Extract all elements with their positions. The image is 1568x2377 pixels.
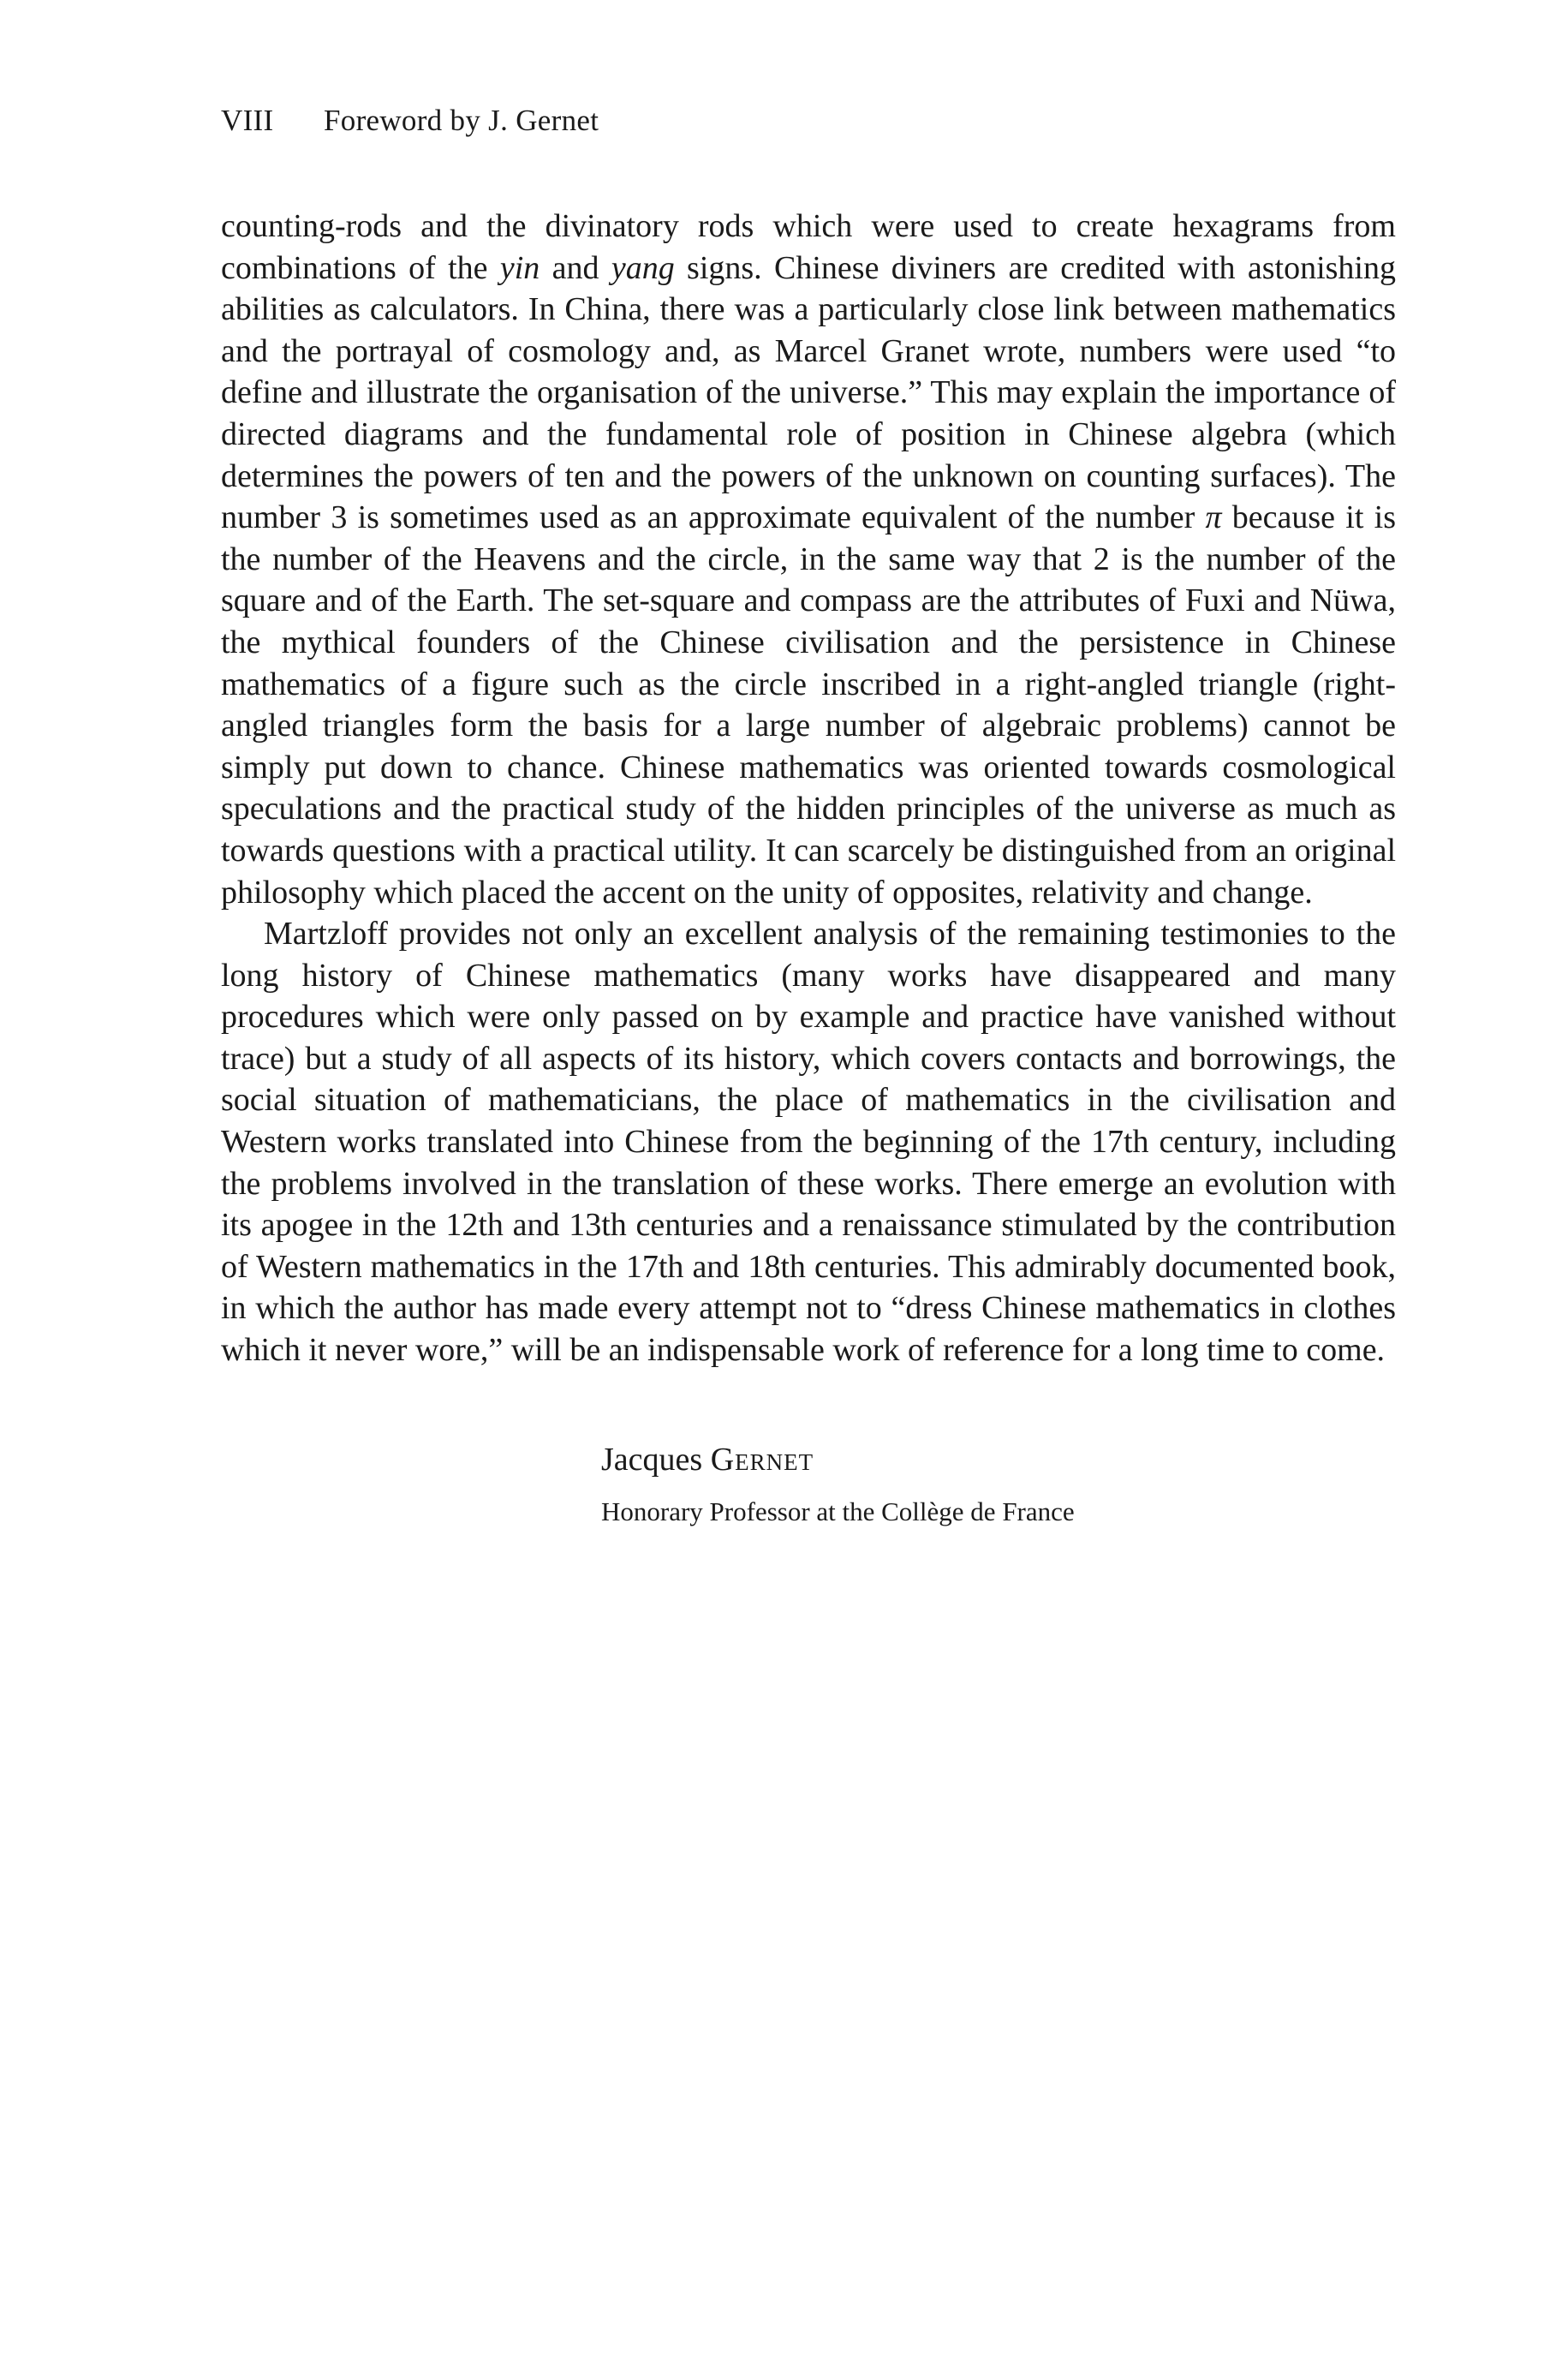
author-affiliation: Honorary Professor at the Collège de France xyxy=(601,1496,1075,1526)
body-text xyxy=(221,206,1396,1371)
page xyxy=(221,103,1396,1371)
text-run-italic: yin xyxy=(499,249,540,286)
author-surname: Gernet xyxy=(710,1442,814,1478)
text-run: counting-rods and the divinatory rods which were used to create hexagrams from combinations of the xyxy=(221,208,1396,286)
author-name xyxy=(601,1439,1201,1480)
text-run-italic: yang xyxy=(611,249,675,286)
text-run: signs. Chinese diviners are credited with astonishing abilities as calculators. In China, there was a particularly close link between mathematics and the portrayal of cosmology and, as Marcel Granet wrote, numbers were used “to define and illustrate the organisation of the universe.” This may explain the importance of directed diagrams and the fundamental role of position in Chinese algebra (which determines the powers of ten and the powers of the unknown on counting surfaces). The number 3 is sometimes used as an approximate equivalent of the number xyxy=(221,249,1396,536)
text-run: Martzloff provides not only an excellent analysis of the remaining testimonies to the long history of Chinese mathematics (many works have disappeared and many procedures which were only passed on by example and practice have vanished without trace) but a study of all aspects of its history, which covers contacts and borrowings, the social situation of mathematicians, the place of mathematics in the civilisation and Western works translated into Chinese from the beginning of the 17th century, including the problems involved in the translation of these works. There emerge an evolution with its apogee in the 12th and 13th centuries and a renaissance stimulated by the contribution of Western mathematics in the 17th and 18th centuries. This admirably documented book, in which the author has made every attempt not to “dress Chinese mathematics in clothes which it never wore,” will be an indispensable work of reference for a long time to come. xyxy=(221,916,1396,1369)
author-first-name: Jacques xyxy=(601,1442,703,1478)
signature-block xyxy=(601,1439,1201,1528)
text-run: and xyxy=(540,249,611,286)
page-number: VIII xyxy=(221,104,274,137)
running-head-title: Foreword by J. Gernet xyxy=(324,104,599,137)
paragraph-2 xyxy=(221,913,1396,1371)
text-run-italic: π xyxy=(1205,499,1222,536)
running-head xyxy=(221,103,1396,139)
paragraph-1 xyxy=(221,206,1396,913)
text-run: because it is the number of the Heavens and the circle, in the same way that 2 is the number of the square and of the Earth. The set-square and compass are the attributes of Fuxi and Nüwa, the mythical founders of the Chinese civilisation and the persistence in Chinese mathematics of a figure such as the circle inscribed in a right-angled triangle (right-angled triangles form the basis for a large number of algebraic problems) cannot be simply put down to chance. Chinese mathematics was oriented towards cosmological speculations and the practical study of the hidden principles of the universe as much as towards questions with a practical utility. It can scarcely be distinguished from an original philosophy which placed the accent on the unity of opposites, relativity and change. xyxy=(221,499,1396,911)
